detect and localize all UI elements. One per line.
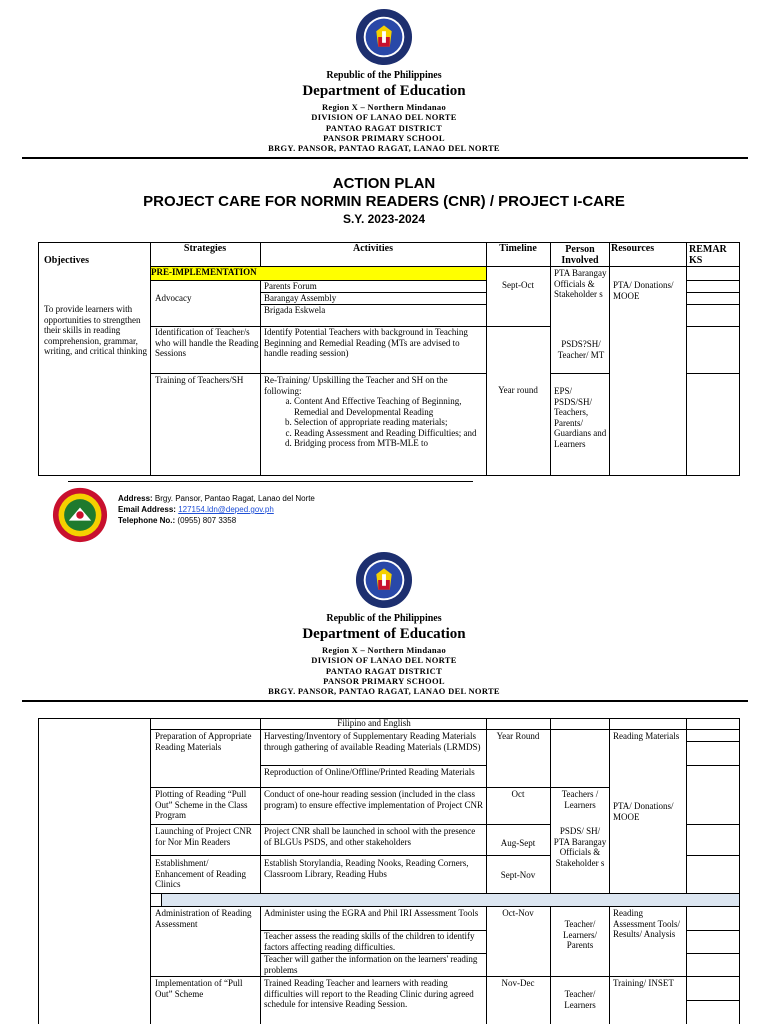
address-label: Address: <box>118 494 153 503</box>
deped-seal-icon <box>355 551 413 609</box>
header-timeline: Timeline <box>499 244 537 254</box>
deped-seal-icon <box>355 8 413 66</box>
school-year: S.Y. 2023-2024 <box>342 212 426 226</box>
activity-parents-forum: Parents Forum <box>264 281 317 291</box>
region-line: Region X – Northern Mindanao <box>321 102 447 112</box>
timeline-aug-sept: Aug-Sept <box>500 838 536 848</box>
school-line: PANSOR PRIMARY SCHOOL <box>323 133 445 143</box>
strategy-identification: Identification of Teacher/s who will handle the Reading Sessions <box>155 327 259 358</box>
timeline-oct-nov: Oct-Nov <box>502 908 534 918</box>
timeline-nov-dec: Nov-Dec <box>501 978 535 988</box>
timeline-sept-oct: Sept-Oct <box>502 280 534 290</box>
objective-text: To provide learners with opportunities to strengthen their skills in reading comprehension, grammar, writing, and critical thinking <box>44 304 147 356</box>
resources-assessment-tools: Reading Assessment Tools/ Results/ Analysis <box>613 908 680 939</box>
activity-identify-teachers: Identify Potential Teachers with background in Teaching Beginning and Remedial Reading (MTs are advised to handle reading session) <box>264 327 468 358</box>
activity-continued: Filipino and English <box>337 718 411 728</box>
district-line: PANTAO RAGAT DISTRICT <box>325 666 443 676</box>
doc-subtitle: PROJECT CARE FOR NORMIN READERS (CNR) / PROJECT I-CARE <box>143 193 625 210</box>
address-line: BRGY. PANSOR, PANTAO RAGAT, LANAO DEL NORTE <box>268 686 500 696</box>
address-value: Brgy. Pansor, Pantao Ragat, Lanao del Norte <box>154 494 315 503</box>
header-rule <box>22 157 748 159</box>
header-activities: Activities <box>353 244 393 254</box>
strategy-pull-out: Implementation of “Pull Out” Scheme <box>155 978 243 999</box>
email-link[interactable]: 127154.ldn@deped.gov.ph <box>178 505 274 514</box>
activity-reproduction: Reproduction of Online/Offline/Printed Reading Materials <box>264 767 475 777</box>
strategy-plotting: Plotting of Reading “Pull Out” Scheme in the Class Program <box>155 789 248 820</box>
person-eps-psds: EPS/ PSDS/SH/ Teachers, Parents/ Guardians and Learners <box>554 386 607 449</box>
person-psds-sh-pta: PSDS/ SH/ PTA Barangay Officials & Stakeholder s <box>553 826 607 868</box>
division-line: DIVISION OF LANAO DEL NORTE <box>311 112 457 122</box>
person-psds-sh: PSDS?SH/ Teacher/ MT <box>557 339 605 360</box>
person-teacher-learners-parents: Teacher/ Learners/ Parents <box>563 919 597 950</box>
activity-establish: Establish Storylandia, Reading Nooks, Reading Corners, Classroom Library, Reading Hubs <box>264 858 469 879</box>
school-logo-icon <box>52 487 108 543</box>
republic-line: Republic of the Philippines <box>326 613 442 624</box>
timeline-year-round: Year Round <box>496 731 540 741</box>
training-item: a. Content And Effective Teaching of Beginning, Remedial and Developmental Reading <box>294 396 484 417</box>
activity-assess: Teacher assess the reading skills of the children to identify factors affecting reading difficulties. <box>264 931 475 952</box>
strategy-advocacy: Advocacy <box>155 293 192 303</box>
activity-brigada: Brigada Eskwela <box>264 305 326 315</box>
resources-pta: PTA/ Donations/ MOOE <box>613 280 674 301</box>
timeline-oct: Oct <box>511 789 525 799</box>
email-label: Email Address: <box>118 505 176 514</box>
training-item: d. Bridging process from MTB-MLE to <box>294 438 484 449</box>
header-person: Person Involved <box>561 244 599 266</box>
school-line: PANSOR PRIMARY SCHOOL <box>323 676 445 686</box>
activity-harvesting: Harvesting/Inventory of Supplementary Reading Materials through gathering of available Reading Materials (LRMDS) <box>264 731 481 752</box>
doc-title: ACTION PLAN <box>332 175 436 192</box>
phone-value: (0955) 807 3358 <box>177 516 237 525</box>
strategy-establishment: Establishment/ Enhancement of Reading Clinics <box>155 858 246 889</box>
activity-one-hour-session: Conduct of one-hour reading session (included in the class program) to ensure effective implementation of Project CNR <box>264 789 484 810</box>
activity-pull-out: Trained Reading Teacher and learners with reading difficulties will report to the Reading Clinic during agreed schedule for intensive Reading Session. <box>264 978 474 1009</box>
resources-pta: PTA/ Donations/ MOOE <box>613 801 674 822</box>
strategy-launching: Launching of Project CNR for Nor Min Readers <box>155 826 252 847</box>
person-teacher-learners: Teacher/ Learners <box>564 989 596 1010</box>
region-line: Region X – Northern Mindanao <box>321 645 447 655</box>
footer-rule <box>68 481 473 482</box>
activity-retraining <box>264 375 484 475</box>
phone-label: Telephone No.: <box>118 516 176 525</box>
republic-line: Republic of the Philippines <box>326 70 442 81</box>
activity-administer: Administer using the EGRA and Phil IRI Assessment Tools <box>264 908 479 918</box>
header-objectives: Objectives <box>44 256 89 266</box>
strategy-preparation: Preparation of Appropriate Reading Materials <box>155 731 252 752</box>
header-remarks: REMAR KS <box>689 244 727 266</box>
resources-training: Training/ INSET <box>613 978 674 988</box>
district-line: PANTAO RAGAT DISTRICT <box>325 123 443 133</box>
strategy-training: Training of Teachers/SH <box>155 375 244 385</box>
timeline-sept-nov: Sept-Nov <box>500 870 536 880</box>
header-strategies: Strategies <box>183 244 227 254</box>
activity-gather: Teacher will gather the information on the learners' reading problems <box>264 954 478 975</box>
training-item: b. Selection of appropriate reading materials; <box>294 417 484 428</box>
header-resources: Resources <box>611 244 655 254</box>
phase-pre-implementation: PRE-IMPLEMENTATION <box>151 267 486 280</box>
header-rule <box>22 700 748 702</box>
department-line: Department of Education <box>302 83 466 99</box>
resources-reading-materials: Reading Materials <box>613 731 680 741</box>
division-line: DIVISION OF LANAO DEL NORTE <box>311 655 457 665</box>
activity-barangay-assembly: Barangay Assembly <box>264 293 337 303</box>
address-line: BRGY. PANSOR, PANTAO RAGAT, LANAO DEL NORTE <box>268 143 500 153</box>
person-teachers-learners: Teachers / Learners <box>561 789 599 810</box>
person-pta-barangay: PTA Barangay Officials & Stakeholder s <box>554 268 607 299</box>
department-line: Department of Education <box>302 626 466 642</box>
activity-launch: Project CNR shall be launched in school with the presence of BLGUs PSDS, and other stakeholders <box>264 826 476 847</box>
activity-retraining-intro: Re-Training/ Upskilling the Teacher and SH on the following: <box>264 375 448 396</box>
strategy-administration: Administration of Reading Assessment <box>155 908 252 929</box>
footer-info <box>118 493 315 526</box>
timeline-year-round: Year round <box>498 385 538 395</box>
training-item: c. Reading Assessment and Reading Difficulties; and <box>294 428 484 439</box>
